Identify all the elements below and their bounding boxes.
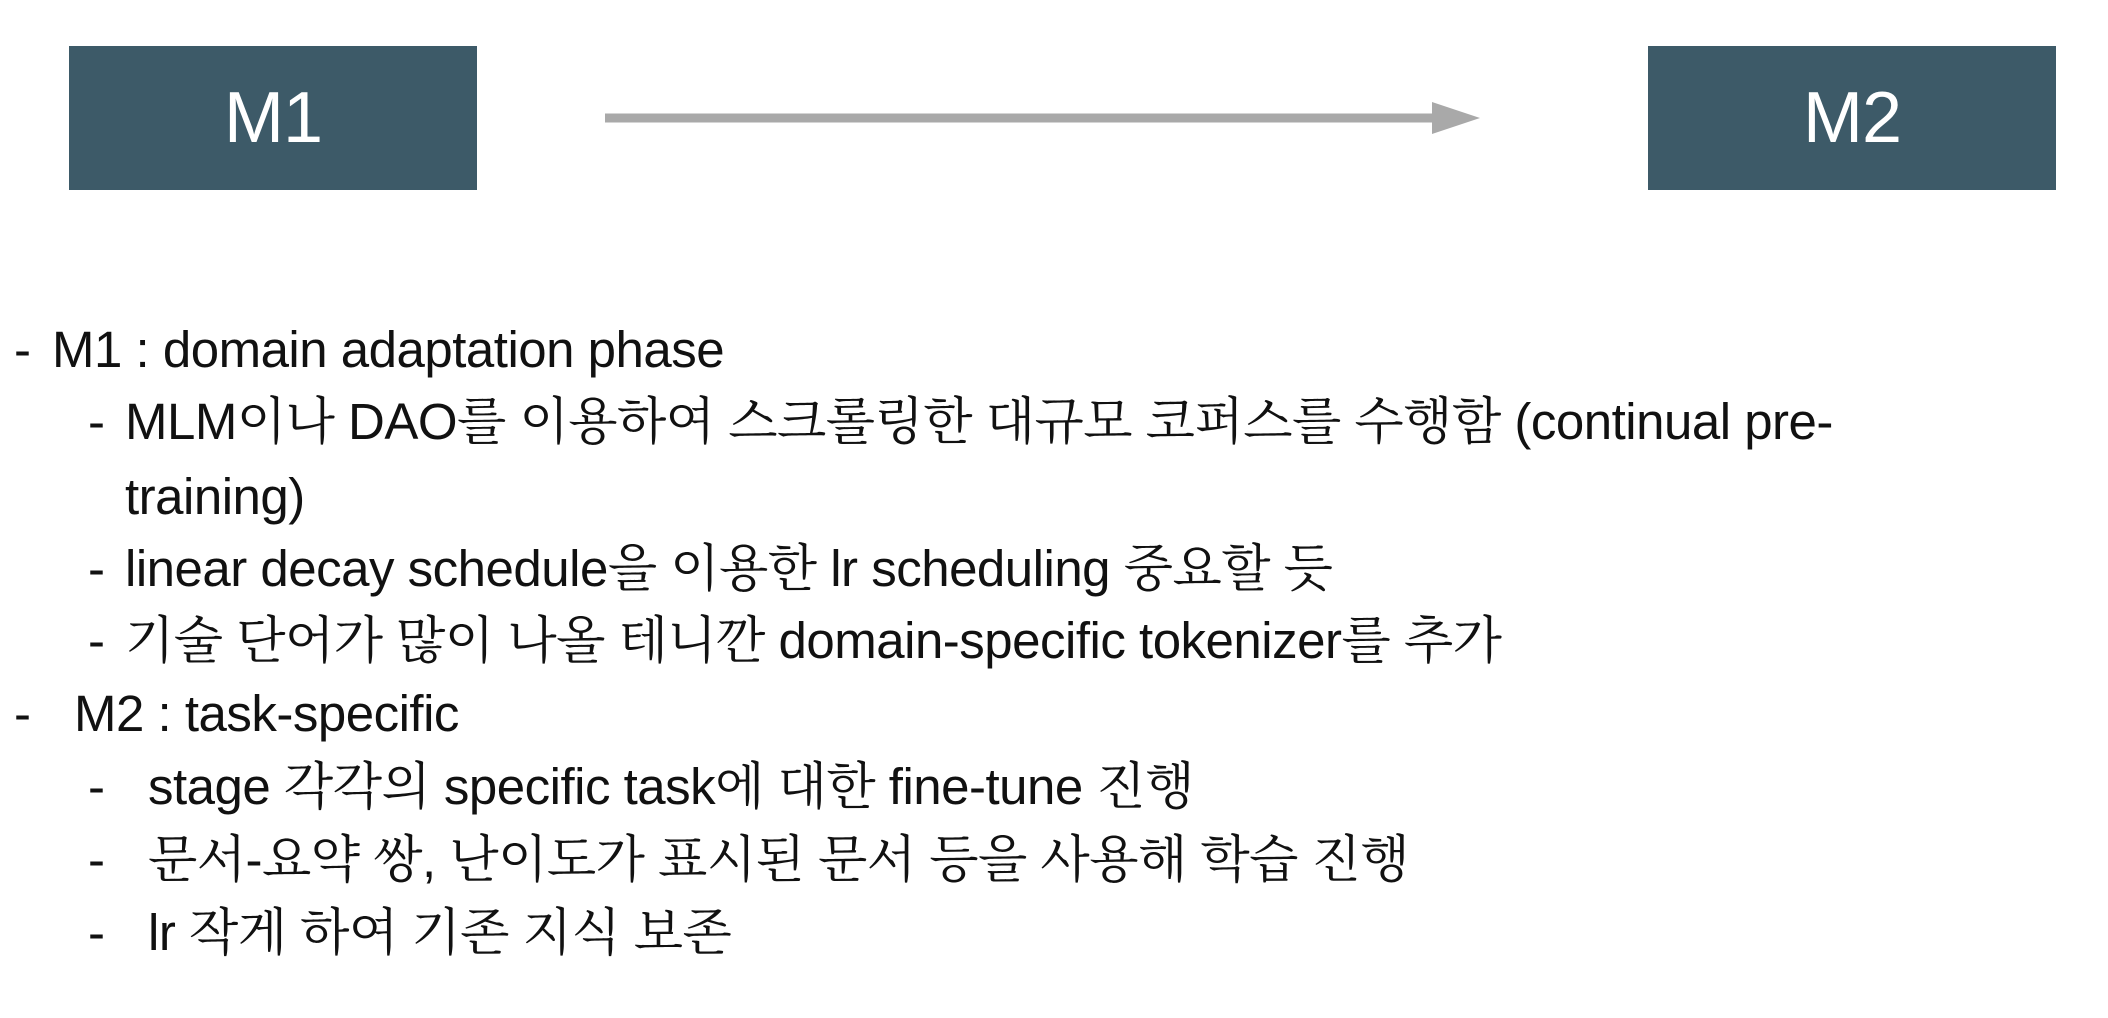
bullet-dash: - xyxy=(88,540,105,597)
m2-box-label: M2 xyxy=(1802,78,1902,158)
bullet-dash: - xyxy=(88,393,105,450)
m1-item-3-text: 기술 단어가 많이 나올 테니깐 domain-specific tokenizer를 추가 xyxy=(125,612,1502,669)
arrow-head xyxy=(1432,102,1480,134)
m2-heading: M2 : task-specific xyxy=(74,685,459,742)
m1-item-1-continued xyxy=(125,467,305,527)
bullet-dash: - xyxy=(14,321,31,378)
m1-item-2-text: linear decay schedule을 이용한 lr scheduling 중요할 듯 xyxy=(125,540,1333,597)
m1-item-1-text-continued: training) xyxy=(125,468,305,525)
bullet-dash: - xyxy=(88,831,105,888)
m1-item-1-text: MLM이나 DAO를 이용하여 스크롤링한 대규모 코퍼스를 수행함 (continual pre- xyxy=(125,393,1833,450)
m2-item-3-text: lr 작게 하여 기존 지식 보존 xyxy=(148,904,732,961)
bullet-dash: - xyxy=(88,612,105,669)
m1-heading: M1 : domain adaptation phase xyxy=(52,321,725,378)
m1-box xyxy=(69,46,477,190)
flow-arrow xyxy=(600,98,1480,138)
bullet-dash: - xyxy=(88,758,105,815)
bullet-dash: - xyxy=(14,685,31,742)
m2-item-2-text: 문서-요약 쌍, 난이도가 표시된 문서 등을 사용해 학습 진행 xyxy=(148,831,1410,888)
m1-box-label: M1 xyxy=(223,78,323,158)
bullet-dash: - xyxy=(88,904,105,961)
m2-item-1-text: stage 각각의 specific task에 대한 fine-tune 진행 xyxy=(148,758,1194,815)
m2-box xyxy=(1648,46,2056,190)
